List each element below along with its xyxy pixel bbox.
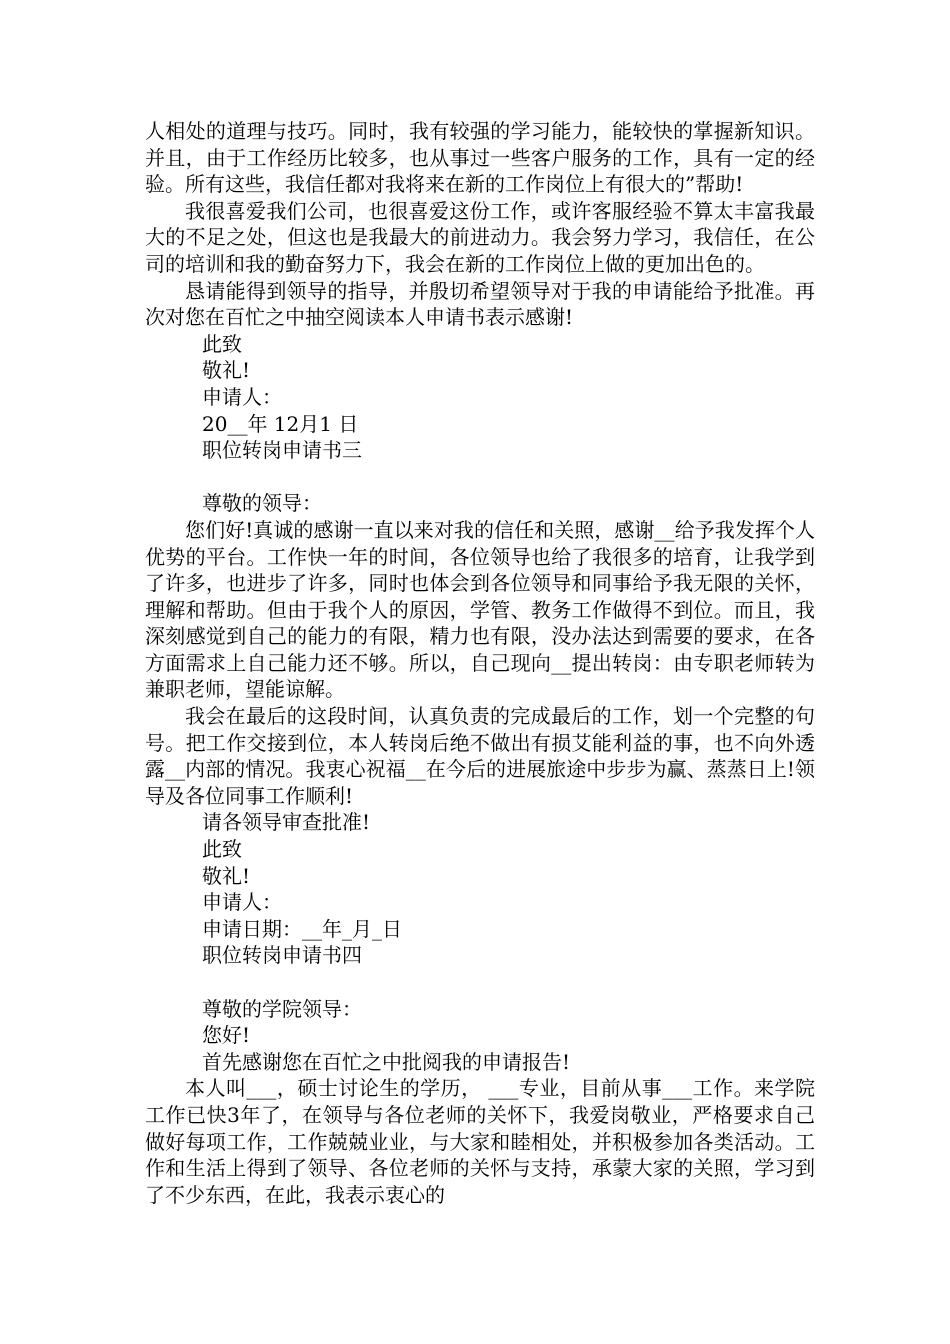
greeting: 尊敬的领导： [202, 491, 322, 516]
closing-regards: 敬礼! [202, 358, 251, 383]
paragraph: 人相处的道理与技巧。同时，我有较强的学习能力，能较快的掌握新知识。并且，由于工作经历比较多，也从事过一些客户服务的工作，具有一定的经验。所有这些，我信任都对我将来在新的工作岗位上有很大的”帮助! [145, 119, 815, 197]
paragraph: 我会在最后的这段时间，认真负责的完成最后的工作，划一个完整的句号。把工作交接到位，本人转岗后绝不做出有损艾能利益的事，也不向外透露__内部的情况。我衷心祝福__在今后的进展旅途中步步为赢、蒸蒸日上!领导及各位同事工作顺利! [145, 704, 815, 808]
applicant-label: 申请人： [202, 384, 282, 409]
greeting: 您好! [202, 1023, 251, 1048]
document-page [145, 118, 815, 1208]
section-title: 职位转岗申请书四 [202, 943, 362, 968]
closing-salutation: 此致 [202, 837, 242, 862]
blank-line [145, 969, 815, 996]
blank-line [145, 464, 815, 491]
request-line: 请各领导审查批准! [202, 810, 371, 835]
date-line: 20__年 12月1 日 [202, 411, 359, 436]
paragraph: 我很喜爱我们公司，也很喜爱这份工作，或许客服经验不算太丰富我最大的不足之处，但这也是我最大的前进动力。我会努力学习，我信任，在公司的培训和我的勤奋努力下，我会在新的工作岗位上做的更加出色的。 [145, 198, 815, 276]
section-title: 职位转岗申请书三 [202, 438, 362, 463]
greeting: 尊敬的学院领导： [202, 996, 362, 1021]
date-line: 申请日期：__年_月_日 [202, 916, 402, 941]
paragraph: 恳请能得到领导的指导，并殷切希望领导对于我的申请能给予批准。再次对您在百忙之中抽空阅读本人申请书表示感谢! [145, 278, 815, 330]
paragraph: 您们好!真诚的感谢一直以来对我的信任和关照，感谢__给予我发挥个人优势的平台。工作快一年的时间，各位领导也给了我很多的培育，让我学到了许多，也进步了许多，同时也体会到各位领导和同事给予我无限的关怀，理解和帮助。但由于我个人的原因，学管、教务工作做得不到位。而且，我深刻感觉到自己的能力的有限，精力也有限，没办法达到需要的要求，在各方面需求上自己能力还不够。所以，自己现向__提出转岗：由专职老师转为兼职老师，望能谅解。 [145, 517, 815, 702]
applicant-label: 申请人： [202, 890, 282, 915]
closing-salutation: 此致 [202, 331, 242, 356]
opening-line: 首先感谢您在百忙之中批阅我的申请报告! [202, 1049, 571, 1074]
paragraph: 本人叫___，硕士讨论生的学历， ___专业，目前从事___工作。来学院工作已快3年了，在领导与各位老师的关怀下，我爱岗敬业，严格要求自己做好每项工作，工作兢兢业业，与大家和睦相处，并积极参加各类活动。工作和生活上得到了领导、各位老师的关怀与支持，承蒙大家的关照，学习到了不少东西，在此，我表示衷心的 [145, 1076, 815, 1207]
closing-regards: 敬礼! [202, 863, 251, 888]
